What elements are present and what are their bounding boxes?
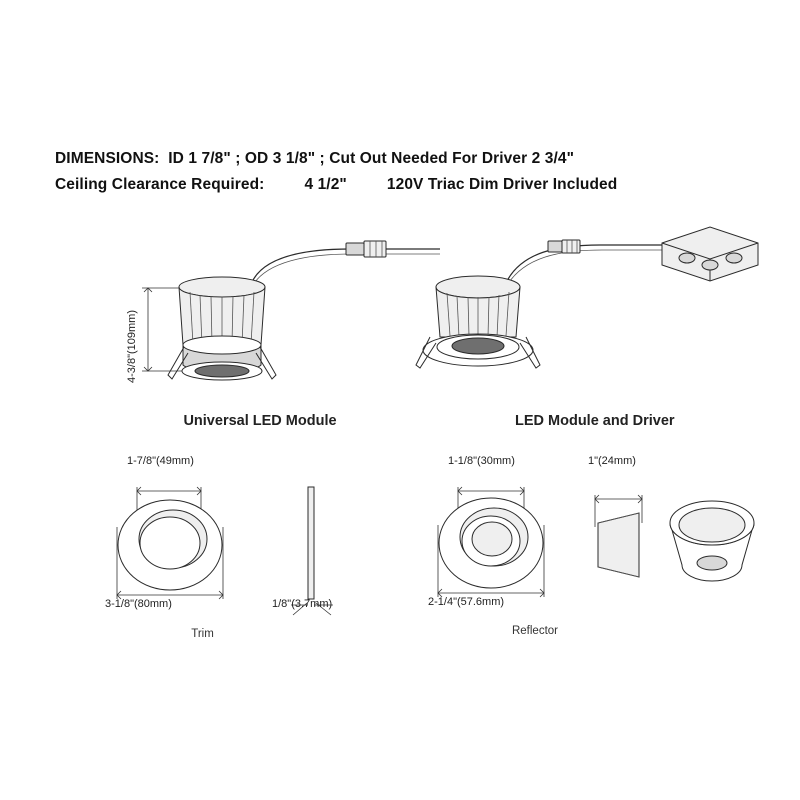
figure-area	[0, 225, 800, 665]
connector-body-a	[346, 243, 364, 255]
connector-body-b	[364, 241, 386, 257]
caption-universal-led-module: Universal LED Module	[183, 413, 337, 429]
reflector-cup-inner	[679, 508, 745, 542]
driver-aperture	[452, 338, 504, 354]
driver-knockout-center	[702, 260, 718, 270]
figure-universal-led-module	[110, 225, 410, 429]
clearance-gap	[264, 172, 304, 198]
figure-trim	[95, 455, 385, 645]
module-collar-top	[183, 336, 261, 354]
trim-drawing	[95, 465, 385, 645]
specification-text-block	[55, 146, 755, 198]
trim-inner-ring	[140, 517, 200, 569]
driver-cable	[505, 245, 665, 285]
reflector-side-profile	[598, 513, 639, 577]
reflector-drawing	[420, 465, 770, 645]
driver-knockout-left	[679, 253, 695, 263]
reflector-depth-dimension: 1"(24mm)	[588, 455, 636, 467]
figure-led-module-and-driver	[410, 225, 770, 429]
trim-thickness-dimension: 1/8"(3.7mm)	[272, 598, 333, 610]
dimensions-values: ID 1 7/8" ; OD 3 1/8" ; Cut Out Needed For Driver 2 3/4"	[159, 150, 575, 167]
module-aperture	[195, 365, 249, 377]
driver-knockout-right	[726, 253, 742, 263]
clearance-value: 4 1/2"	[304, 176, 347, 193]
caption-reflector: Reflector	[511, 625, 559, 637]
trim-profile-strip	[308, 487, 314, 599]
figure-reflector	[420, 455, 770, 645]
trim-inner-dimension: 1-7/8"(49mm)	[127, 455, 194, 467]
reflector-aperture	[472, 522, 512, 556]
caption-led-module-and-driver: LED Module and Driver	[515, 413, 675, 429]
module-driver-drawing	[410, 225, 770, 415]
clearance-label: Ceiling Clearance Required:	[55, 176, 265, 193]
inline-connector-a	[548, 241, 562, 252]
caption-trim: Trim	[191, 628, 214, 640]
clearance-line	[55, 172, 755, 198]
reflector-top-dimension: 1-1/8"(30mm)	[448, 455, 515, 467]
driver-cable-shade	[505, 250, 665, 289]
dimensions-label: DIMENSIONS:	[55, 150, 160, 167]
module-height-dimension: 4-3/8"(109mm)	[126, 310, 138, 383]
reflector-bottom-dimension: 2-1/4"(57.6mm)	[428, 596, 505, 608]
module-drawing	[110, 225, 410, 415]
driver-note: 120V Triac Dim Driver Included	[386, 176, 618, 193]
trim-outer-dimension: 3-1/8"(80mm)	[105, 598, 172, 610]
reflector-cup-opening	[697, 556, 727, 570]
dimensions-line	[55, 146, 755, 172]
driver-gap	[347, 172, 387, 198]
